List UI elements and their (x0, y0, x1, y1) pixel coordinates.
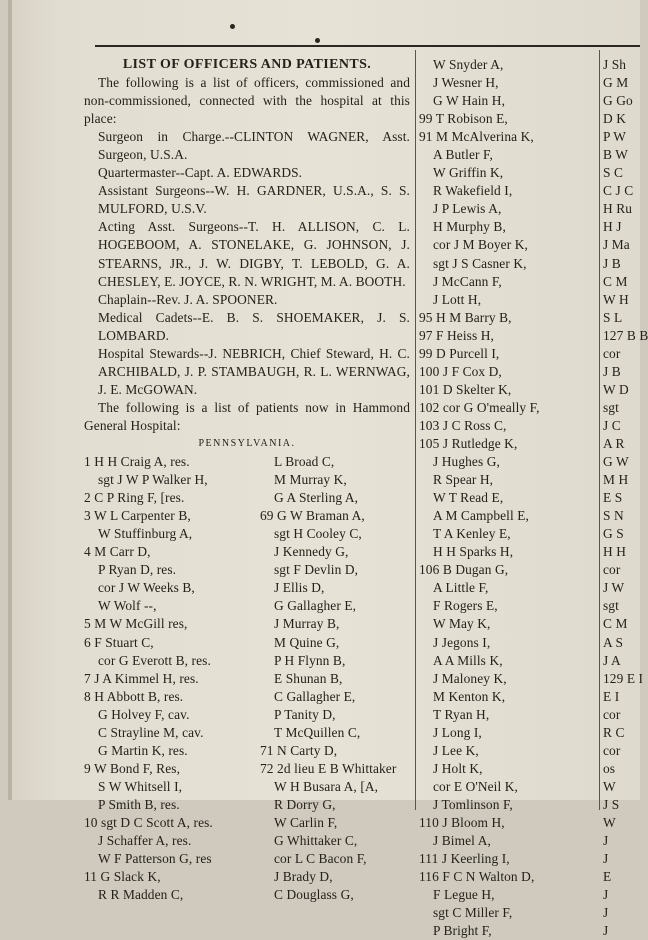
patient-entry: G S (603, 526, 624, 542)
patient-entry: R Wakefield I, (433, 183, 513, 199)
patient-entry: W H Busara A, [A, (274, 778, 379, 794)
patient-entry: cor E O'Neil K, (433, 778, 518, 794)
patient-entry: A Butler F, (433, 147, 493, 163)
patient-entry: F Rogers E, (433, 598, 498, 614)
patient-entry: 2 C P Ring F, [res. (84, 490, 185, 506)
patient-entry: J Ma (603, 237, 630, 253)
patient-entry: C Douglass G, (274, 887, 354, 903)
patient-entry: G Gallagher E, (274, 598, 357, 614)
patient-entry: J Lott H, (433, 291, 482, 307)
patient-entry: 101 D Skelter K, (419, 381, 512, 397)
patient-entry: W Stuffinburg A, (98, 526, 193, 542)
patient-entry: R Spear H, (433, 472, 494, 488)
printed-dot (230, 24, 235, 29)
patient-entry: P Smith B, res. (98, 796, 180, 812)
patient-entry: 102 cor G O'meally F, (419, 399, 540, 415)
officer-entry: Quartermaster--Capt. A. EDWARDS. (98, 165, 303, 181)
patient-entry: F Legue H, (433, 887, 495, 903)
patient-entry: cor J W Weeks B, (98, 580, 195, 596)
patient-entry: J Murray B, (274, 616, 340, 632)
patient-entry: J Hughes G, (433, 454, 500, 470)
patient-entry: P Ryan D, res. (98, 562, 177, 578)
officer-list (84, 128, 410, 399)
patient-entry: J Wesner H, (433, 75, 499, 91)
patient-entry: G W Hain H, (433, 93, 506, 109)
patient-entry: P Tanity D, (274, 706, 336, 722)
patient-entry: A M Campbell E, (433, 508, 529, 524)
column-divider (599, 50, 600, 810)
patient-list-left (84, 453, 260, 904)
patient-entry: 127 B B (603, 327, 648, 343)
patient-entry: J Lee K, (433, 742, 479, 758)
patient-entry: 111 J Keerling I, (419, 851, 510, 867)
patient-entry: W T Read E, (433, 490, 504, 506)
patient-entry: J (603, 887, 609, 903)
patient-entry: R R Madden C, (98, 887, 184, 903)
patient-entry: J (603, 851, 609, 867)
patient-entry: cor J M Boyer K, (433, 237, 528, 253)
patient-entry: 99 D Purcell I, (419, 345, 500, 361)
patient-entry: W (603, 778, 616, 794)
column-rule-top (95, 45, 640, 47)
patient-entry: 7 J A Kimmel H, res. (84, 670, 199, 686)
patient-entry: W Snyder A, (433, 57, 504, 72)
officer-entry: Medical Cadets--E. B. S. SHOEMAKER, J. S. LOMBARD. (98, 309, 410, 343)
patient-entry: cor (603, 742, 621, 758)
patient-entry: 5 M W McGill res, (84, 616, 188, 632)
patient-entry: sgt J W P Walker H, (98, 472, 208, 488)
patient-entry: J Sh (603, 57, 627, 72)
patient-entry: J (603, 833, 609, 849)
patient-entry: E S (603, 490, 623, 506)
patient-entry: S W Whitsell I, (98, 778, 183, 794)
patient-entry: W D (603, 381, 629, 397)
patient-entry: G M (603, 75, 629, 91)
patient-entry: H H Sparks H, (433, 544, 514, 560)
patient-entry: 106 B Dugan G, (419, 562, 509, 578)
patient-entry: J Maloney K, (433, 670, 507, 686)
patient-entry: C J C (603, 183, 634, 199)
patient-entry: C M (603, 616, 628, 632)
patient-entry: 9 W Bond F, Res, (84, 760, 181, 776)
patient-entry: C Gallagher E, (274, 688, 356, 704)
list-title: LIST OF OFFICERS AND PATIENTS. (122, 57, 372, 72)
patient-entry: 69 G W Braman A, (260, 508, 365, 524)
patient-entry: 4 M Carr D, (84, 544, 151, 560)
patient-entry: J Jegons I, (433, 634, 491, 650)
patient-entry: 100 J F Cox D, (419, 363, 502, 379)
patient-entry: P W (603, 129, 626, 145)
officer-entry: Acting Asst. Surgeons--T. H. ALLISON, C. L. HOGEBOOM, A. STONELAKE, G. JOHNSON, J. STEARNS, JR., J. W. DIGBY, T. LEBOLD, G. A. CHESLEY, E. JOYCE, R. N. WRIGHT, M. A. BOOTH. (98, 219, 410, 289)
patient-entry: 99 T Robison E, (419, 111, 508, 127)
patient-entry: D K (603, 111, 626, 127)
patient-entry: C Strayline M, cav. (98, 724, 204, 740)
patient-entry: cor (603, 706, 621, 722)
patient-entry: R C (603, 724, 625, 740)
patient-entry: L Broad C, (274, 454, 335, 470)
patient-entry: J B (603, 255, 621, 271)
patient-entry: H J (603, 219, 622, 235)
patient-entry: W Carlin F, (274, 814, 338, 830)
patient-entry: S C (603, 165, 624, 181)
patient-entry: W Wolf --, (98, 598, 157, 614)
patient-entry: T A Kenley E, (433, 526, 511, 542)
page-edge-shadow (8, 0, 12, 800)
column-three-cropped (603, 56, 648, 940)
patient-entry: M Kenton K, (433, 688, 506, 704)
patient-entry: 116 F C N Walton D, (419, 869, 535, 885)
patient-entry: sgt (603, 399, 619, 415)
officer-entry: Surgeon in Charge.--CLINTON WAGNER, Asst. Surgeon, U.S.A. (98, 129, 410, 163)
patient-entry: J Holt K, (433, 760, 483, 776)
patient-entry: 95 H M Barry B, (419, 309, 512, 325)
patient-entry: E I (603, 688, 620, 704)
patient-entry: J Ellis D, (274, 580, 325, 596)
patient-entry: G Go (603, 93, 633, 109)
patient-entry: J W (603, 580, 625, 596)
patient-grid (84, 453, 410, 904)
patient-entry: 6 F Stuart C, (84, 634, 154, 650)
patient-entry: 11 G Slack K, (84, 869, 161, 885)
patient-entry: T McQuillen C, (274, 724, 361, 740)
patient-entry: W F Patterson G, res (98, 851, 212, 867)
officer-entry: Assistant Surgeons--W. H. GARDNER, U.S.A., S. S. MULFORD, U.S.V. (98, 183, 410, 217)
patient-entry: cor L C Bacon F, (274, 851, 367, 867)
patient-entry: J Long I, (433, 724, 482, 740)
printed-dot (315, 38, 320, 43)
patient-entry: J S (603, 796, 620, 812)
patient-entry: G A Sterling A, (274, 490, 359, 506)
patient-entry: sgt F Devlin D, (274, 562, 359, 578)
column-one (84, 56, 410, 904)
patient-entry: S L (603, 309, 623, 325)
patient-entry: C M (603, 273, 628, 289)
patient-entry: P H Flynn B, (274, 652, 346, 668)
patient-entry: T Ryan H, (433, 706, 490, 722)
patient-entry: J Kennedy G, (274, 544, 349, 560)
patients-intro: The following is a list of patients now in Hammond General Hospital: (84, 399, 410, 433)
patient-entry: H Murphy B, (433, 219, 506, 235)
patient-entry: 8 H Abbott B, res. (84, 688, 184, 704)
patient-entry: os (603, 760, 616, 776)
patient-entry: G W (603, 454, 629, 470)
patient-entry: J Brady D, (274, 869, 333, 885)
patient-entry: H Ru (603, 201, 633, 217)
patient-entry: J P Lewis A, (433, 201, 502, 217)
patient-entry: 10 sgt D C Scott A, res. (84, 814, 213, 830)
patient-entry: G Holvey F, cav. (98, 706, 190, 722)
patient-entry: sgt H Cooley C, (274, 526, 362, 542)
patient-entry: J McCann F, (433, 273, 502, 289)
patient-entry: W (603, 814, 616, 830)
patient-entry: S N (603, 508, 624, 524)
patient-entry: 97 F Heiss H, (419, 327, 494, 343)
patient-entry: A R (603, 435, 625, 451)
patient-entry: J (603, 905, 609, 921)
officer-entry: Chaplain--Rev. J. A. SPOONER. (98, 291, 278, 307)
patient-entry: J B (603, 363, 621, 379)
patient-entry: J Tomlinson F, (433, 796, 513, 812)
patient-entry: B W (603, 147, 628, 163)
patient-entry: J Bimel A, (433, 833, 491, 849)
patient-entry: cor (603, 562, 621, 578)
patient-entry: R Dorry G, (274, 796, 336, 812)
patient-entry: J Schaffer A, res. (98, 833, 192, 849)
patient-entry: W H (603, 291, 629, 307)
officer-entry: Hospital Stewards--J. NEBRICH, Chief Steward, H. C. ARCHIBALD, J. P. STAMBAUGH, R. L. WERNWAG, J. E. McGOWAN. (98, 345, 410, 397)
patient-entry: sgt (603, 598, 619, 614)
patient-entry: W Griffin K, (433, 165, 504, 181)
patient-entry: J A (603, 652, 621, 668)
patient-entry: H H (603, 544, 626, 560)
patient-entry: A S (603, 634, 624, 650)
patient-entry: 71 N Carty D, (260, 742, 338, 758)
patient-entry: A Little F, (433, 580, 489, 596)
column-two (419, 56, 597, 940)
patient-list-right (260, 453, 410, 904)
patient-entry: E Shunan B, (274, 670, 343, 686)
patient-entry: 105 J Rutledge K, (419, 435, 518, 451)
patient-entry: cor (603, 345, 621, 361)
patient-entry: M Quine G, (274, 634, 340, 650)
patient-entry: 110 J Bloom H, (419, 814, 505, 830)
patient-entry: M H (603, 472, 629, 488)
patient-entry: A A Mills K, (433, 652, 503, 668)
patient-entry: P Bright F, (433, 923, 492, 939)
patient-entry: 3 W L Carpenter B, (84, 508, 191, 524)
column-divider (415, 50, 416, 810)
patient-entry: E (603, 869, 612, 885)
patient-entry: J C (603, 417, 621, 433)
patient-entry: G Martin K, res. (98, 742, 188, 758)
patient-entry: sgt J S Casner K, (433, 255, 527, 271)
patient-entry: 103 J C Ross C, (419, 417, 507, 433)
patient-entry: 1 H H Craig A, res. (84, 454, 190, 470)
patient-entry: G Whittaker C, (274, 833, 358, 849)
patient-entry: sgt C Miller F, (433, 905, 513, 921)
patient-entry: cor G Everott B, res. (98, 652, 211, 668)
patient-entry: J (603, 923, 609, 939)
patient-entry: 72 2d lieu E B Whittaker (260, 760, 397, 776)
patient-entry: 129 E I (603, 670, 644, 686)
state-heading: PENNSYLVANIA. (198, 437, 296, 449)
patient-entry: W May K, (433, 616, 491, 632)
patient-entry: 91 M McAlverina K, (419, 129, 534, 145)
patient-entry: M Murray K, (274, 472, 347, 488)
officers-intro: The following is a list of officers, commissioned and non-commissioned, connected with the hospital at this place: (84, 75, 410, 127)
